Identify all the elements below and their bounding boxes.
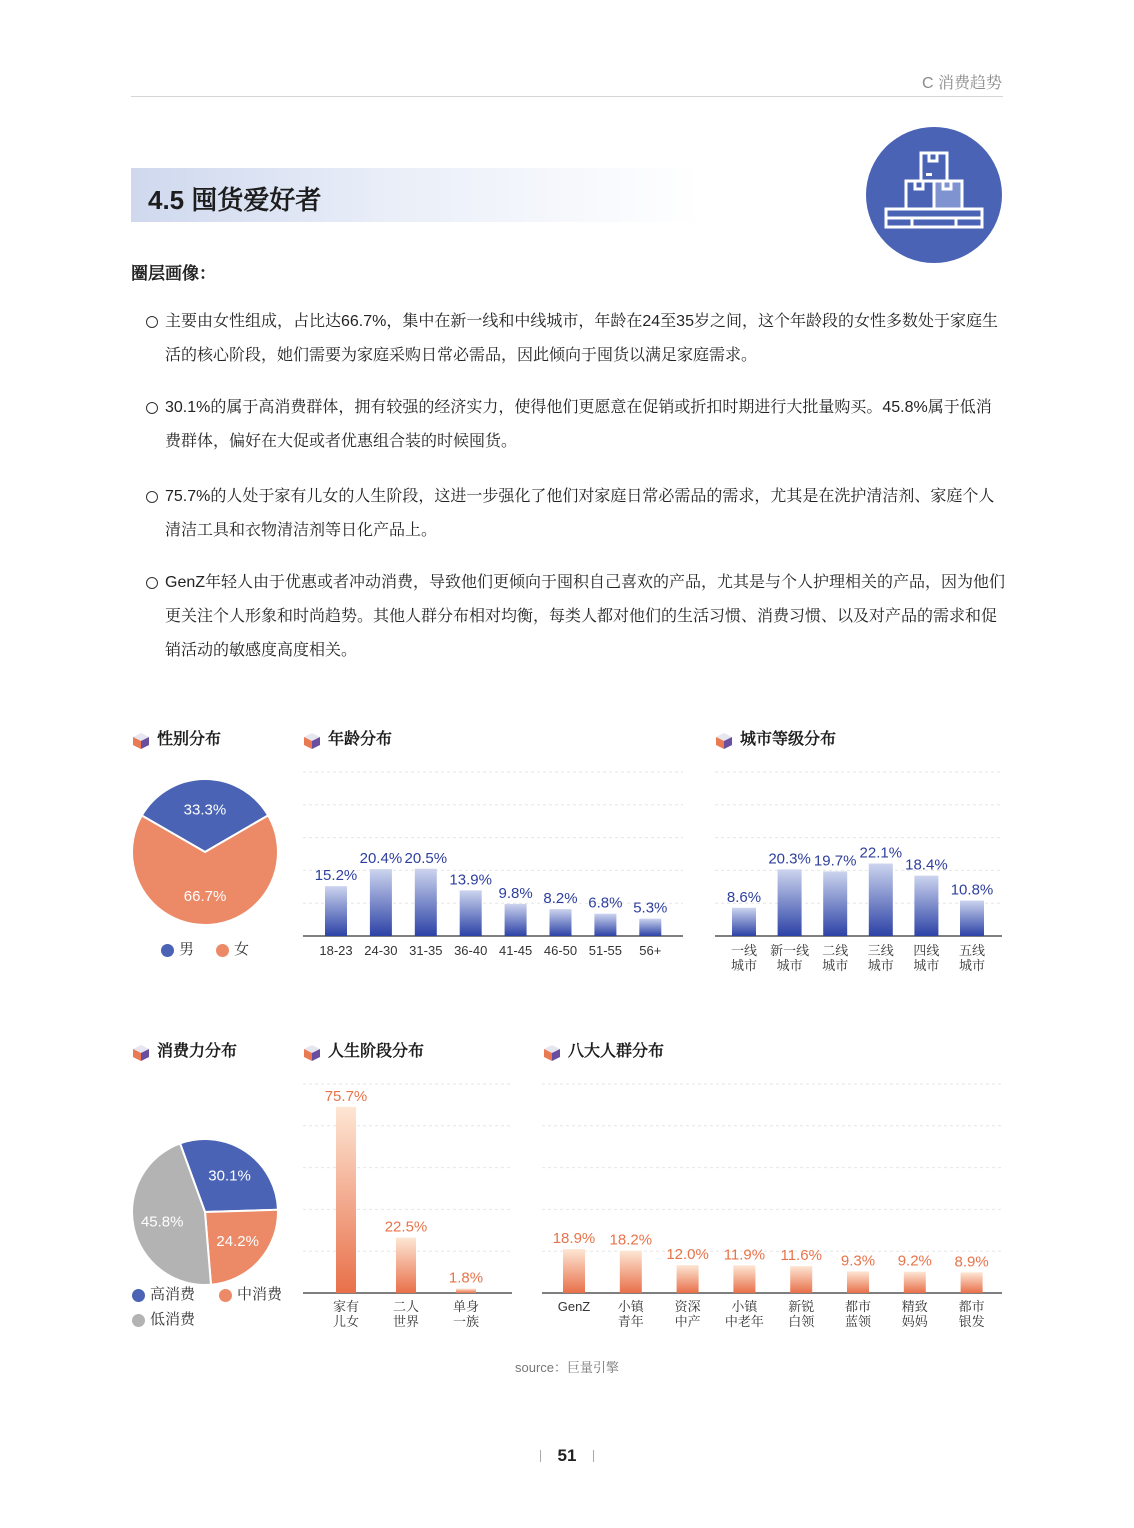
bar-life: [456, 1289, 476, 1293]
bar-city: [869, 864, 893, 936]
bullet-item: 30.1%的属于高消费群体，拥有较强的经济实力，使得他们更愿意在促销或折扣时期进行大批量购买。45.8%属于低消费群体，偏好在大促或者优惠组合装的时候囤货。: [146, 391, 1006, 459]
bar-city: [914, 876, 938, 936]
chart-title-gender: 性别分布: [131, 730, 221, 750]
bar-value-label: 20.4%: [359, 850, 403, 868]
page-divider: [593, 1450, 594, 1462]
category-label: 城市: [776, 958, 803, 973]
chart-title-life: 人生阶段分布: [302, 1042, 424, 1062]
bullet-item: 主要由女性组成，占比达66.7%，集中在新一线和中线城市，年龄在24至35岁之间，这个年龄段的女性多数处于家庭生活的核心阶段，她们需要为家庭采购日常必需品，因此倾向于囤货以满足家庭需求。: [146, 305, 1006, 373]
category-label: 一族: [452, 1314, 480, 1329]
bar-age: [415, 869, 437, 936]
bar-age: [370, 869, 392, 936]
bar-crowd: [904, 1272, 926, 1293]
bar-crowd: [790, 1266, 812, 1293]
category-label: 都市: [958, 1299, 985, 1314]
bar-value-label: 8.2%: [543, 890, 578, 908]
bar-value-label: 18.9%: [552, 1230, 596, 1248]
bar-value-label: 22.5%: [384, 1218, 428, 1236]
category-label: 二人: [392, 1299, 420, 1314]
legend-mid: 中消费: [219, 1286, 282, 1304]
page-title: 4.5 囤货爱好者: [148, 185, 322, 215]
category-label: 城市: [958, 958, 986, 973]
category-label: 单身: [452, 1299, 480, 1314]
bar-age: [325, 886, 347, 936]
bar-value-label: 9.8%: [498, 884, 533, 902]
category-label: 妈妈: [901, 1314, 928, 1329]
legend-male: 男: [161, 941, 194, 959]
bullet-item: GenZ年轻人由于优惠或者冲动消费，导致他们更倾向于囤积自己喜欢的产品，尤其是与个人护理相关的产品，因为他们更关注个人形象和时尚趋势。其他人群分布相对均衡，每类人都对他们的生活习惯、消费习惯、以及对产品的需求和促销活动的敏感度高度相关。: [146, 566, 1006, 668]
bar-city: [823, 871, 847, 936]
category-label: 蓝领: [844, 1314, 872, 1329]
legend-dot: [132, 1289, 145, 1302]
chart-title-city: 城市等级分布: [714, 730, 836, 750]
category-label: 世界: [392, 1314, 420, 1329]
bar-value-label: 8.9%: [954, 1253, 989, 1271]
category-label: 56+: [639, 943, 662, 958]
bar-value-label: 11.9%: [723, 1246, 766, 1264]
bar-value-label: 6.8%: [588, 894, 623, 912]
legend-high: 高消费: [132, 1286, 195, 1304]
cube-icon: [131, 1044, 151, 1062]
legend-dot: [219, 1289, 232, 1302]
category-label: 41-45: [498, 943, 533, 958]
legend-female: 女: [216, 941, 249, 959]
category-label: 青年: [617, 1314, 644, 1329]
bar-value-label: 19.7%: [813, 852, 857, 870]
bar-life: [396, 1238, 416, 1293]
chart-title-age: 年龄分布: [302, 730, 392, 750]
bar-age: [550, 909, 572, 936]
category-label: 银发: [958, 1314, 985, 1329]
legend-dot: [216, 944, 229, 957]
category-label: 四线: [913, 943, 940, 958]
cube-icon: [542, 1044, 562, 1062]
pie-value-label: 33.3%: [183, 801, 227, 819]
bar-value-label: 18.4%: [905, 856, 948, 874]
bar-value-label: 1.8%: [448, 1269, 484, 1287]
bar-value-label: 20.5%: [404, 849, 448, 867]
category-label: 24-30: [364, 943, 398, 958]
category-label: 城市: [730, 958, 758, 973]
pie-value-label: 30.1%: [208, 1167, 251, 1185]
cube-icon: [131, 732, 151, 750]
bar-value-label: 15.2%: [314, 867, 358, 885]
bar-value-label: 8.6%: [726, 888, 762, 906]
bar-crowd: [677, 1265, 699, 1293]
category-label: 一线: [730, 943, 758, 958]
category-label: 城市: [867, 958, 894, 973]
category-label: 三线: [867, 943, 894, 958]
bar-crowd: [961, 1272, 983, 1293]
cube-icon: [302, 732, 322, 750]
bar-city: [732, 908, 756, 936]
pie-value-label: 66.7%: [183, 887, 227, 905]
category-label: 精致: [901, 1299, 928, 1314]
pie-value-label: 24.2%: [216, 1233, 259, 1251]
category-label: 城市: [913, 958, 940, 973]
bar-city: [778, 869, 802, 936]
chart-title-spend: 消费力分布: [131, 1042, 237, 1062]
cube-icon: [714, 732, 734, 750]
legend-dot: [132, 1314, 145, 1327]
bar-value-label: 9.3%: [840, 1252, 876, 1270]
category-label: 中产: [674, 1314, 701, 1329]
source-note: source：巨量引擎: [514, 1360, 620, 1375]
bar-crowd: [620, 1251, 642, 1293]
bar-age: [639, 919, 661, 936]
header-section-label: C 消费趋势: [921, 75, 1002, 92]
bar-crowd: [847, 1271, 869, 1293]
pie-value-label: 45.8%: [140, 1213, 184, 1231]
category-label: 51-55: [588, 943, 623, 958]
bar-value-label: 18.2%: [609, 1231, 653, 1249]
page-number: 51: [557, 1446, 577, 1465]
category-label: 新一线: [770, 943, 810, 958]
bar-age: [505, 904, 527, 936]
section-subheading: 圈层画像：: [131, 264, 216, 283]
category-label: 小镇: [731, 1299, 758, 1314]
category-label: 中老年: [724, 1314, 764, 1329]
bar-value-label: 20.3%: [768, 850, 811, 868]
bar-value-label: 12.0%: [666, 1246, 709, 1264]
bar-value-label: 5.3%: [633, 899, 668, 917]
bar-value-label: 22.1%: [859, 844, 903, 862]
category-label: 新锐: [788, 1299, 815, 1314]
bar-value-label: 10.8%: [950, 881, 994, 899]
category-label: 白领: [788, 1314, 815, 1329]
bar-city: [960, 901, 984, 936]
category-label: 城市: [822, 958, 849, 973]
chart-title-crowd: 八大人群分布: [542, 1042, 664, 1062]
bar-age: [460, 890, 482, 936]
category-label: 家有: [332, 1299, 360, 1314]
bar-value-label: 9.2%: [897, 1252, 932, 1270]
category-label: 资深: [674, 1299, 701, 1314]
bar-value-label: 13.9%: [449, 871, 492, 889]
legend-dot: [161, 944, 174, 957]
bar-crowd: [733, 1265, 755, 1293]
category-label: 18-23: [319, 943, 353, 958]
category-label: 二线: [822, 943, 849, 958]
bar-value-label: 11.6%: [780, 1247, 822, 1265]
bar-life: [336, 1107, 356, 1293]
category-label: 都市: [844, 1299, 872, 1314]
category-label: 31-35: [409, 943, 443, 958]
category-label: 五线: [958, 943, 986, 958]
category-label: 儿女: [332, 1314, 360, 1329]
legend-low: 低消费: [132, 1311, 195, 1329]
category-label: 小镇: [617, 1299, 644, 1314]
bullet-item: 75.7%的人处于家有儿女的人生阶段，这进一步强化了他们对家庭日常必需品的需求，尤其是在洗护清洁剂、家庭个人清洁工具和衣物清洁剂等日化产品上。: [146, 480, 1006, 548]
bar-age: [594, 914, 616, 936]
cube-icon: [302, 1044, 322, 1062]
category-label: 46-50: [543, 943, 578, 958]
category-label: 36-40: [454, 943, 488, 958]
category-label: GenZ: [557, 1299, 591, 1314]
bar-crowd: [563, 1249, 585, 1293]
bar-value-label: 75.7%: [324, 1087, 368, 1105]
